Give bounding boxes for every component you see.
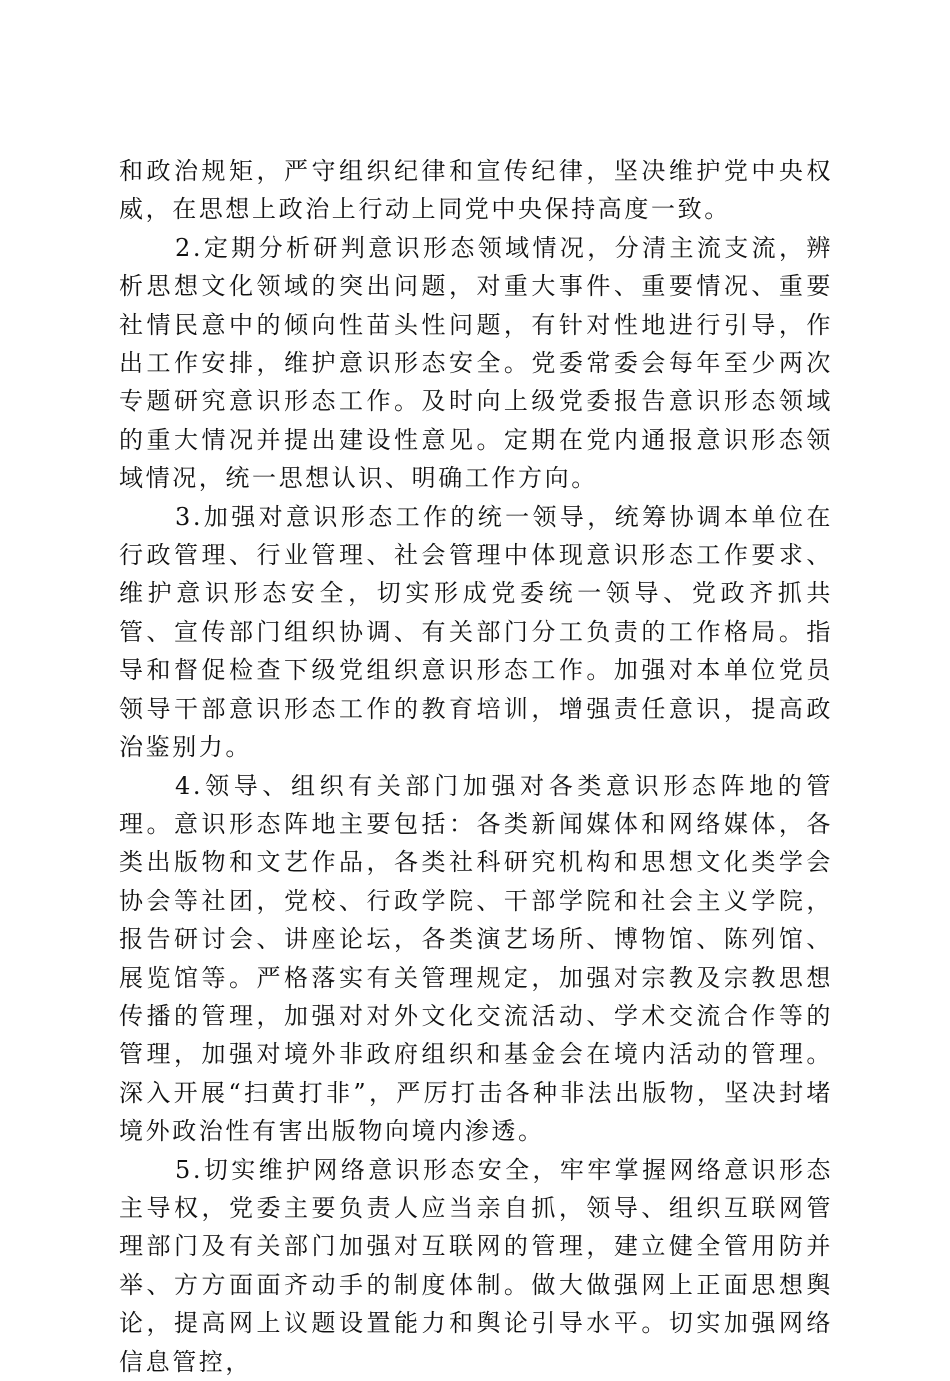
paragraph-item-4: 4.领导、组织有关部门加强对各类意识形态阵地的管理。意识形态阵地主要包括：各类新闻媒体和网络媒体，各类出版物和文艺作品，各类社科研究机构和思想文化类学会协会等社团，党校、行政学院、干部学院和社会主义学院，报告研讨会、讲座论坛，各类演艺场所、博物馆、陈列馆、展览馆等。严格落实有关管理规定，加强对宗教及宗教思想传播的管理，加强对对外文化交流活动、学术交流合作等的管理，加强对境外非政府组织和基金会在境内活动的管理。深入开展“扫黄打非”，严厉打击各种非法出版物，坚决封堵境外政治性有害出版物向境内渗透。 <box>119 771 833 1146</box>
paragraph-item-2: 2.定期分析研判意识形态领域情况，分清主流支流，辨析思想文化领域的突出问题，对重大事件、重要情况、重要社情民意中的倾向性苗头性问题，有针对性地进行引导，作出工作安排，维护意识形态安全。党委常委会每年至少两次专题研究意识形态工作。及时向上级党委报告意识形态领域的重大情况并提出建设性意见。定期在党内通报意识形态领域情况，统一思想认识、明确工作方向。 <box>119 233 833 493</box>
paragraph-continuation: 和政治规矩，严守组织纪律和宣传纪律，坚决维护党中央权威，在思想上政治上行动上同党中央保持高度一致。 <box>119 157 833 224</box>
paragraph-item-5: 5.切实维护网络意识形态安全，牢牢掌握网络意识形态主导权，党委主要负责人应当亲自抓，领导、组织互联网管理部门及有关部门加强对互联网的管理，建立健全管用防并举、方方面面齐动手的制度体制。做大做强网上正面思想舆论，提高网上议题设置能力和舆论引导水平。切实加强网络信息管控， <box>119 1155 833 1376</box>
document-body <box>119 152 833 1381</box>
paragraph-item-3: 3.加强对意识形态工作的统一领导，统筹协调本单位在行政管理、行业管理、社会管理中体现意识形态工作要求、维护意识形态安全，切实形成党委统一领导、党政齐抓共管、宣传部门组织协调、有关部门分工负责的工作格局。指导和督促检查下级党组织意识形态工作。加强对本单位党员领导干部意识形态工作的教育培训，增强责任意识，提高政治鉴别力。 <box>119 502 833 762</box>
